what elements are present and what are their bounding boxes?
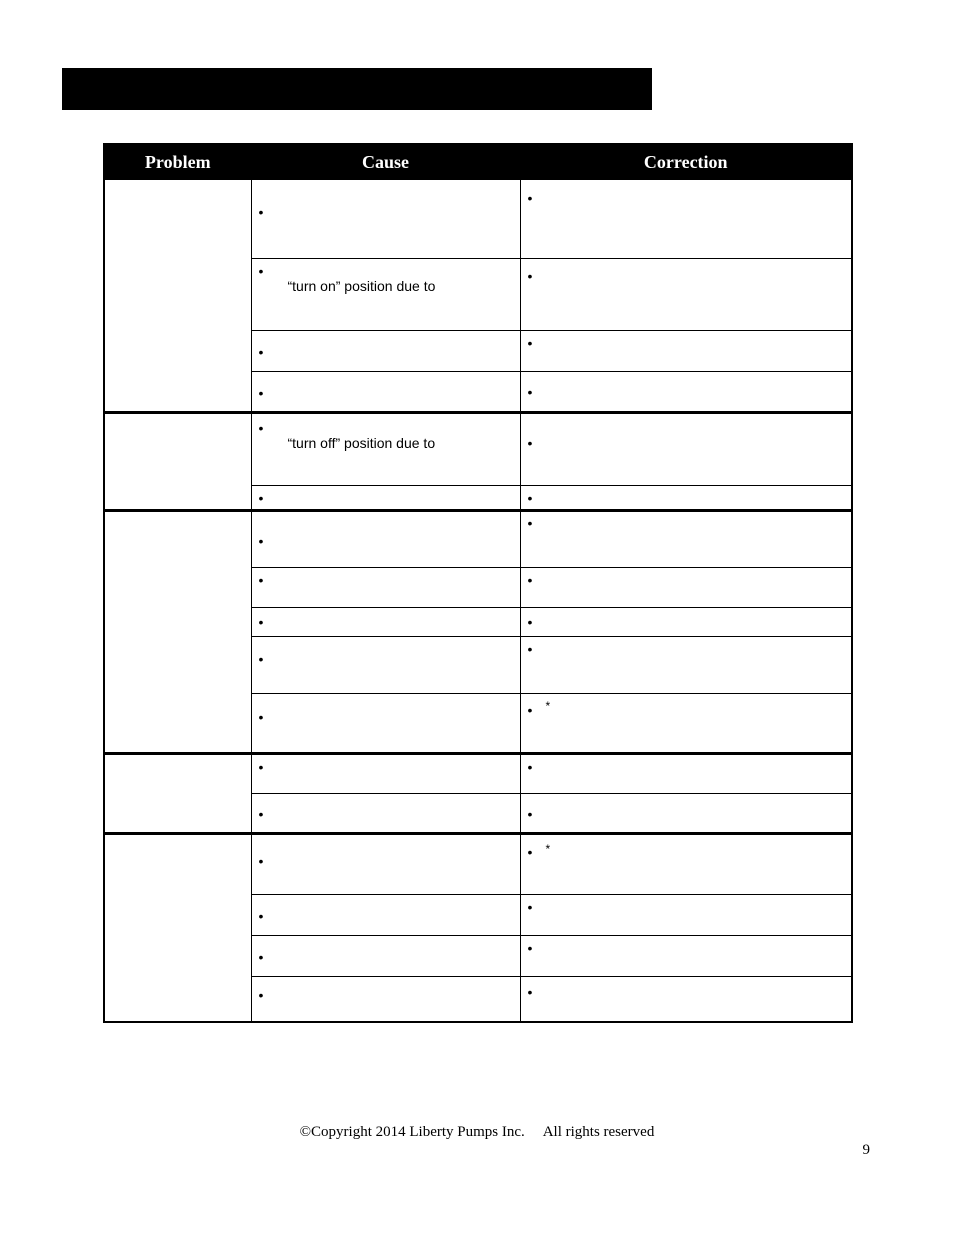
bullet-icon: •: [258, 806, 264, 822]
bullet-icon: •: [258, 572, 264, 588]
bullet-icon: •: [527, 335, 533, 351]
cause-cell: [251, 486, 520, 511]
bullet-icon: •: [527, 614, 533, 630]
bullet-icon: •: [258, 490, 264, 506]
bullet-icon: •: [527, 899, 533, 915]
header-cause: Cause: [251, 144, 520, 180]
bullet-icon: •: [527, 190, 533, 206]
bullet-icon: •: [258, 987, 264, 1003]
bullet-icon: •: [258, 420, 264, 436]
correction-cell: [520, 694, 852, 754]
correction-cell: [520, 794, 852, 834]
cause-cell: [251, 694, 520, 754]
cause-cell: [251, 511, 520, 568]
cause-cell: [251, 413, 520, 486]
asterisk-mark: *: [545, 842, 551, 856]
bullet-icon: •: [527, 759, 533, 775]
bullet-icon: •: [258, 908, 264, 924]
correction-cell: [520, 936, 852, 977]
bullet-icon: •: [527, 702, 533, 718]
table-row: [104, 180, 852, 259]
cause-text: “turn off” position due to: [287, 435, 436, 451]
bullet-icon: •: [527, 572, 533, 588]
bullet-icon: •: [527, 268, 533, 284]
correction-cell: [520, 977, 852, 1022]
cause-cell: [251, 637, 520, 694]
table-row: [104, 834, 852, 895]
copyright-footer: [0, 1124, 954, 1141]
cause-cell: [251, 895, 520, 936]
cause-cell: [251, 568, 520, 608]
page-number: 9: [862, 1142, 870, 1158]
cause-cell: [251, 977, 520, 1022]
bullet-icon: •: [258, 204, 264, 220]
table-row: [104, 511, 852, 568]
bullet-icon: •: [527, 984, 533, 1000]
bullet-icon: •: [527, 384, 533, 400]
correction-cell: [520, 834, 852, 895]
cause-cell: [251, 180, 520, 259]
problem-cell: [104, 834, 251, 1022]
correction-cell: [520, 259, 852, 331]
correction-cell: [520, 331, 852, 372]
troubleshooting-table: [103, 143, 853, 1023]
cause-cell: [251, 936, 520, 977]
copyright-text: ©Copyright 2014 Liberty Pumps Inc. All rights reserved: [299, 1124, 655, 1140]
correction-cell: [520, 372, 852, 413]
bullet-icon: •: [258, 263, 264, 279]
table-row: [104, 413, 852, 486]
bullet-icon: •: [527, 844, 533, 860]
problem-cell: [104, 754, 251, 834]
correction-cell: [520, 568, 852, 608]
bullet-icon: •: [527, 515, 533, 531]
bullet-icon: •: [527, 806, 533, 822]
bullet-icon: •: [258, 614, 264, 630]
bullet-icon: •: [258, 533, 264, 549]
correction-cell: [520, 511, 852, 568]
correction-cell: [520, 486, 852, 511]
correction-cell: [520, 895, 852, 936]
bullet-icon: •: [527, 940, 533, 956]
correction-cell: [520, 608, 852, 637]
cause-cell: [251, 834, 520, 895]
bullet-icon: •: [258, 344, 264, 360]
header-correction: Correction: [520, 144, 852, 180]
cause-cell: [251, 372, 520, 413]
bullet-icon: •: [258, 949, 264, 965]
section-title-bar: [62, 68, 652, 110]
problem-cell: [104, 413, 251, 511]
table-row: [104, 754, 852, 794]
cause-cell: [251, 259, 520, 331]
cause-cell: [251, 608, 520, 637]
problem-cell: [104, 180, 251, 413]
problem-cell: [104, 511, 251, 754]
table-header-row: [104, 144, 852, 180]
bullet-icon: •: [527, 490, 533, 506]
cause-cell: [251, 794, 520, 834]
bullet-icon: •: [527, 435, 533, 451]
header-problem: Problem: [104, 144, 251, 180]
correction-cell: [520, 637, 852, 694]
bullet-icon: •: [258, 385, 264, 401]
bullet-icon: •: [527, 641, 533, 657]
bullet-icon: •: [258, 853, 264, 869]
bullet-icon: •: [258, 709, 264, 725]
correction-cell: [520, 413, 852, 486]
bullet-icon: •: [258, 651, 264, 667]
correction-cell: [520, 180, 852, 259]
bullet-icon: •: [258, 759, 264, 775]
cause-cell: [251, 331, 520, 372]
correction-cell: [520, 754, 852, 794]
cause-cell: [251, 754, 520, 794]
cause-text: “turn on” position due to: [287, 278, 436, 294]
asterisk-mark: *: [545, 699, 551, 713]
